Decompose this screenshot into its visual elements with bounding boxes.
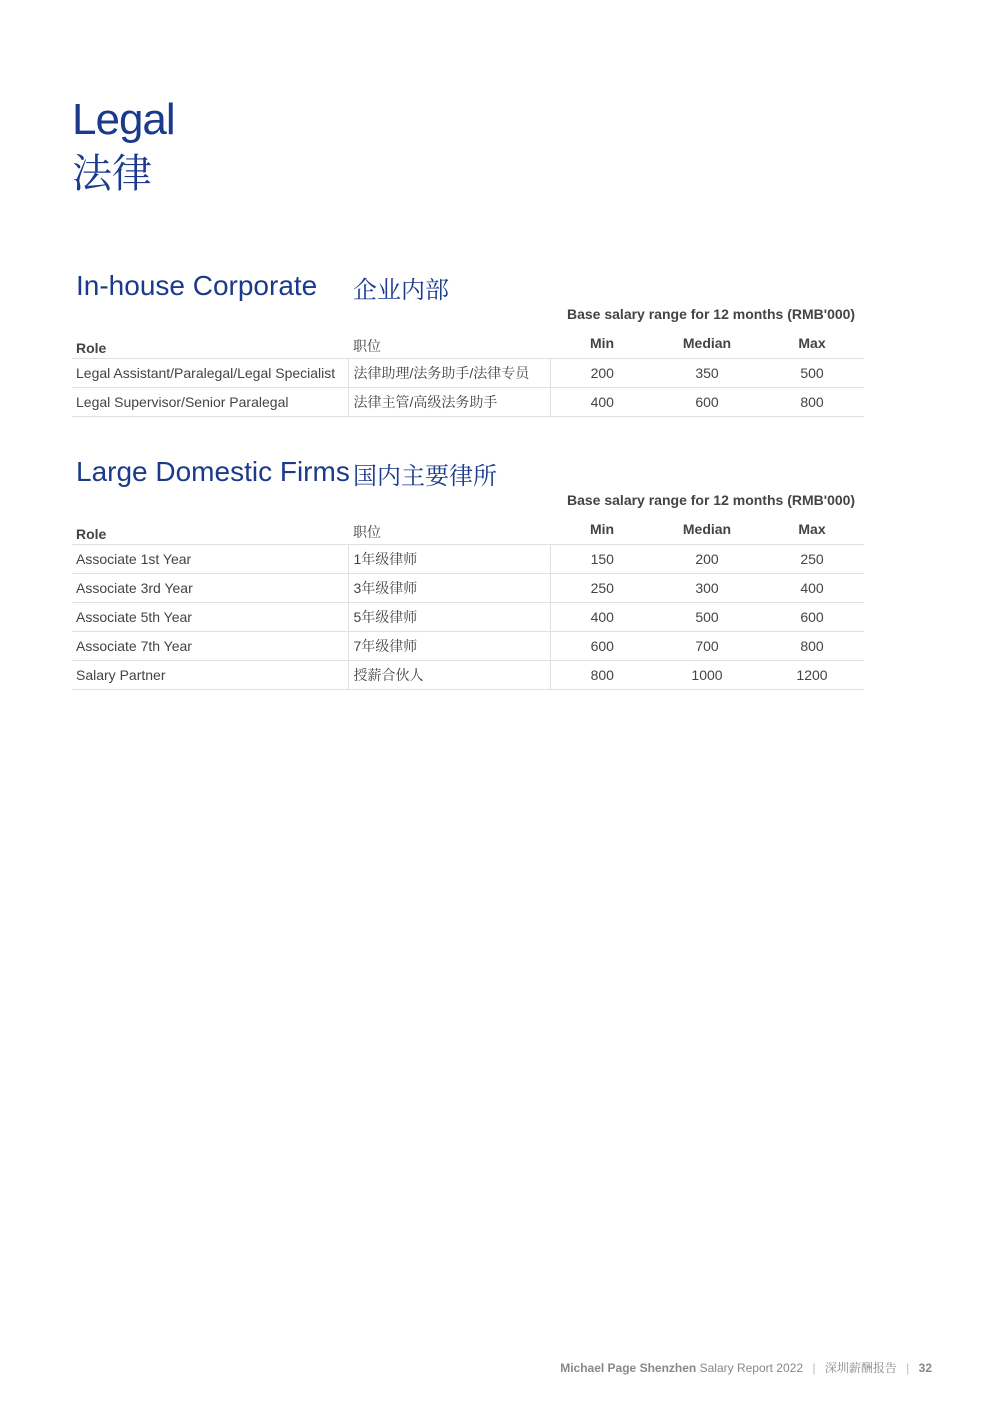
header-role-cn: 职位	[353, 524, 381, 540]
cell-min: 600	[550, 632, 654, 661]
cell-max: 250	[760, 545, 864, 574]
footer-report: Salary Report 2022	[699, 1361, 803, 1375]
cell-median: 700	[654, 632, 760, 661]
cell-median: 350	[654, 359, 760, 388]
header-role-cn: 职位	[353, 338, 381, 354]
header-role: Role	[76, 526, 107, 542]
table-row	[72, 545, 864, 574]
section-title-en: Large Domestic Firms	[76, 456, 350, 487]
cell-min: 200	[550, 359, 654, 388]
cell-max: 800	[760, 632, 864, 661]
cell-min: 800	[550, 661, 654, 690]
cell-role-cn: 授薪合伙人	[348, 661, 550, 690]
cell-min: 400	[550, 603, 654, 632]
table-row	[72, 661, 864, 690]
cell-max: 800	[760, 388, 864, 417]
cell-min: 150	[550, 545, 654, 574]
salary-table	[72, 328, 864, 417]
section-heading	[72, 456, 864, 496]
section-title-cn: 企业内部	[353, 277, 449, 304]
page-title-cn: 法律	[72, 152, 152, 196]
header-max: Max	[798, 521, 826, 537]
salary-range-title: Base salary range for 12 months (RMB'000)	[567, 306, 856, 322]
cell-role-cn: 1年级律师	[348, 545, 550, 574]
table-row	[72, 359, 864, 388]
section-heading	[72, 270, 864, 310]
cell-role-cn: 5年级律师	[348, 603, 550, 632]
table-row	[72, 574, 864, 603]
table-row	[72, 632, 864, 661]
cell-role-cn: 法律主管/高级法务助手	[348, 388, 550, 417]
cell-role: Associate 5th Year	[72, 603, 348, 632]
salary-range-title: Base salary range for 12 months (RMB'000)	[567, 492, 856, 508]
cell-median: 500	[654, 603, 760, 632]
section-title-cn: 国内主要律所	[353, 463, 497, 490]
section-large-domestic-firms	[72, 456, 864, 683]
header-min: Min	[589, 521, 615, 537]
cell-max: 500	[760, 359, 864, 388]
cell-role: Associate 1st Year	[72, 545, 348, 574]
cell-max: 600	[760, 603, 864, 632]
footer-separator: |	[906, 1361, 910, 1375]
footer-report-cn: 深圳薪酬报告	[824, 1361, 897, 1375]
cell-min: 400	[550, 388, 654, 417]
page-title	[72, 95, 175, 196]
page-title-en: Legal	[72, 95, 175, 144]
cell-median: 1000	[654, 661, 760, 690]
table-row	[72, 388, 864, 417]
cell-max: 400	[760, 574, 864, 603]
cell-role: Associate 3rd Year	[72, 574, 348, 603]
header-role: Role	[76, 340, 107, 356]
cell-role: Legal Supervisor/Senior Paralegal	[72, 388, 348, 417]
cell-median: 200	[654, 545, 760, 574]
page-number: 32	[918, 1361, 932, 1375]
table-header-row	[72, 328, 864, 359]
section-in-house-corporate	[72, 270, 864, 410]
header-min: Min	[589, 335, 615, 351]
salary-table	[72, 514, 864, 690]
cell-role-cn: 法律助理/法务助手/法律专员	[348, 359, 550, 388]
cell-role: Legal Assistant/Paralegal/Legal Specialist	[72, 359, 348, 388]
table-row	[72, 603, 864, 632]
table-header-row	[72, 514, 864, 545]
cell-role: Salary Partner	[72, 661, 348, 690]
footer-separator: |	[812, 1361, 816, 1375]
header-max: Max	[798, 335, 826, 351]
cell-max: 1200	[760, 661, 864, 690]
cell-role-cn: 7年级律师	[348, 632, 550, 661]
section-title-en: In-house Corporate	[76, 270, 318, 301]
header-median: Median	[682, 521, 732, 537]
cell-median: 300	[654, 574, 760, 603]
cell-role: Associate 7th Year	[72, 632, 348, 661]
cell-min: 250	[550, 574, 654, 603]
cell-median: 600	[654, 388, 760, 417]
cell-role-cn: 3年级律师	[348, 574, 550, 603]
page-footer	[560, 1359, 932, 1376]
header-median: Median	[682, 335, 732, 351]
footer-brand: Michael Page Shenzhen	[560, 1361, 697, 1375]
